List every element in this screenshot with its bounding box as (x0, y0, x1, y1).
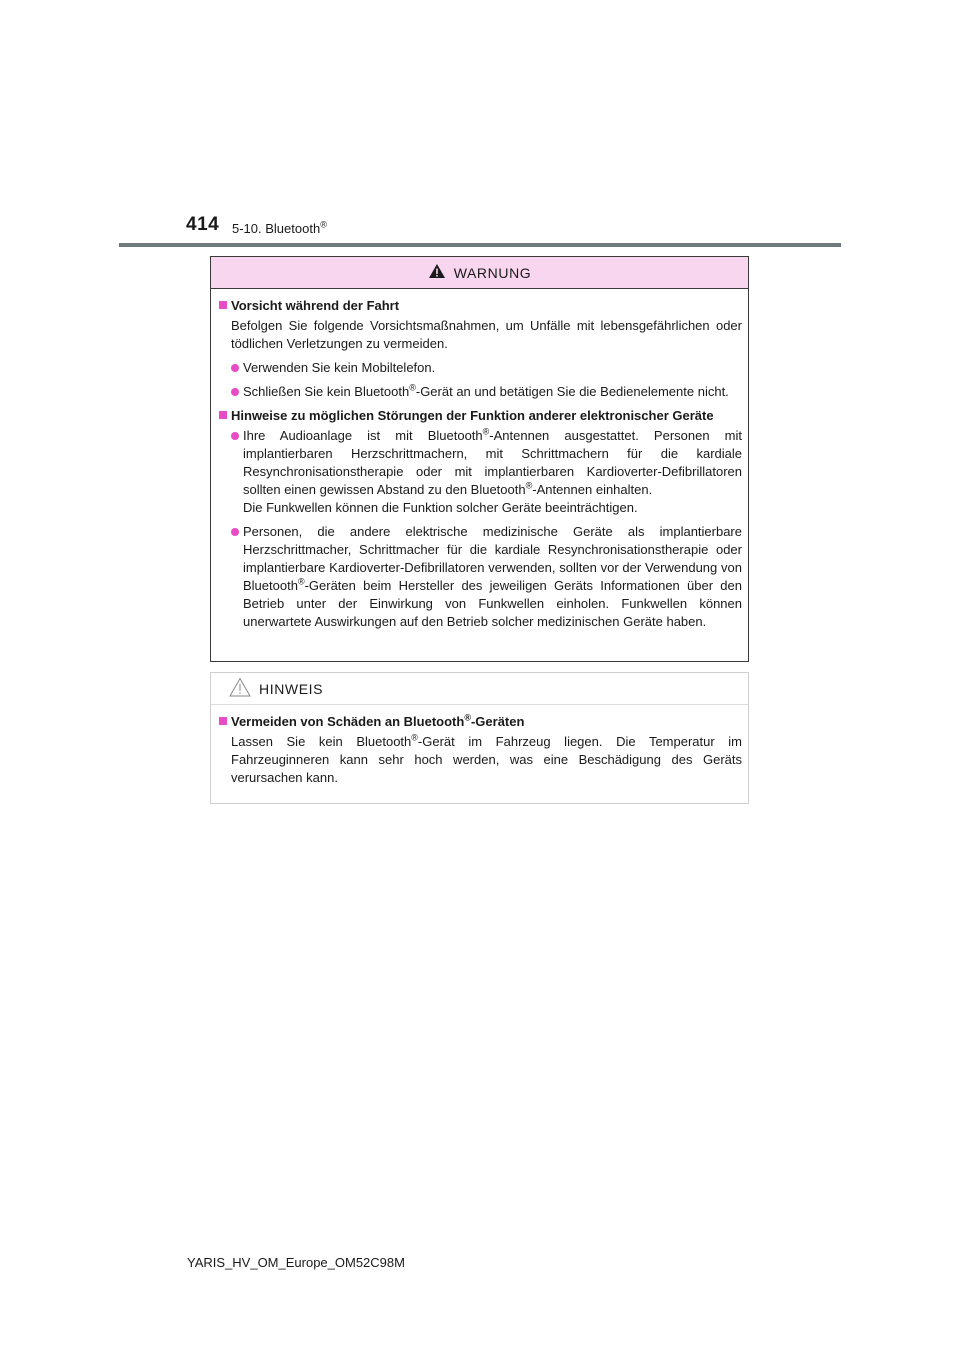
square-bullet-icon (219, 411, 227, 419)
note-title: HINWEIS (259, 680, 324, 697)
warning-icon (428, 263, 446, 282)
circle-bullet-icon (231, 364, 239, 372)
warning-header (211, 257, 748, 289)
note-header (211, 673, 748, 705)
list-item: Schließen Sie kein Bluetooth®-Gerät an und betätigen Sie die Bedienelemente nicht. (219, 383, 742, 401)
header-rule (119, 243, 841, 247)
note-heading: Vermeiden von Schäden an Bluetooth®-Geräten (219, 713, 742, 731)
warning-paragraph: Befolgen Sie folgende Vorsichtsmaßnahmen, um Unfälle mit lebensgefährlichen oder tödlichen Verletzungen zu vermeiden. (231, 318, 742, 351)
section-title: 5-10. Bluetooth® (232, 219, 327, 236)
square-bullet-icon (219, 717, 227, 725)
square-bullet-icon (219, 301, 227, 309)
caution-icon (229, 677, 251, 700)
warning-title: WARNUNG (453, 264, 532, 281)
circle-bullet-icon (231, 432, 239, 440)
circle-bullet-icon (231, 528, 239, 536)
note-paragraph: Lassen Sie kein Bluetooth®-Gerät im Fahrzeug liegen. Die Temperatur im Fahrzeuginneren kann sehr hoch werden, was eine Beschädigung des Geräts verursachen kann. (231, 732, 743, 785)
warning-heading-driving: Vorsicht während der Fahrt (219, 297, 742, 315)
note-box (210, 672, 749, 804)
circle-bullet-icon (231, 388, 239, 396)
list-item: Ihre Audioanlage ist mit Bluetooth®-Antennen ausgestattet. Personen mit implantierbaren Herzschrittmachern, mit Schrittmachern für die kardiale Resynchronisationstherapie oder mit implantierbaren Kardioverter-Defibrillatoren sollten einen gewissen Abstand zu den Bluetooth®-Antennen einhalten. Die Funkwellen können die Funktion solcher Geräte beeinträchtigen. (219, 427, 742, 517)
list-item: Personen, die andere elektrische medizinische Geräte als implantierbare Herzschrittmacher, Schrittmacher für die kardiale Resynchronisationstherapie oder implantierbare Kardioverter-Defibrillatoren verwenden, sollten vor der Verwendung von Bluetooth®-Geräten beim Hersteller des jeweiligen Geräts Informationen über den Betrieb unter der Einwirkung von Funkwellen einholen. Funkwellen können unerwartete Auswirkungen auf den Betrieb solcher medizinischen Geräte haben. (219, 523, 742, 631)
page-number: 414 (186, 214, 220, 235)
footer-doc-id: YARIS_HV_OM_Europe_OM52C98M (187, 1255, 405, 1270)
warning-heading-interference: Hinweise zu möglichen Störungen der Funktion anderer elektronischer Geräte (219, 407, 742, 425)
list-item: Verwenden Sie kein Mobiltelefon. (219, 359, 742, 377)
warning-box (210, 256, 749, 662)
